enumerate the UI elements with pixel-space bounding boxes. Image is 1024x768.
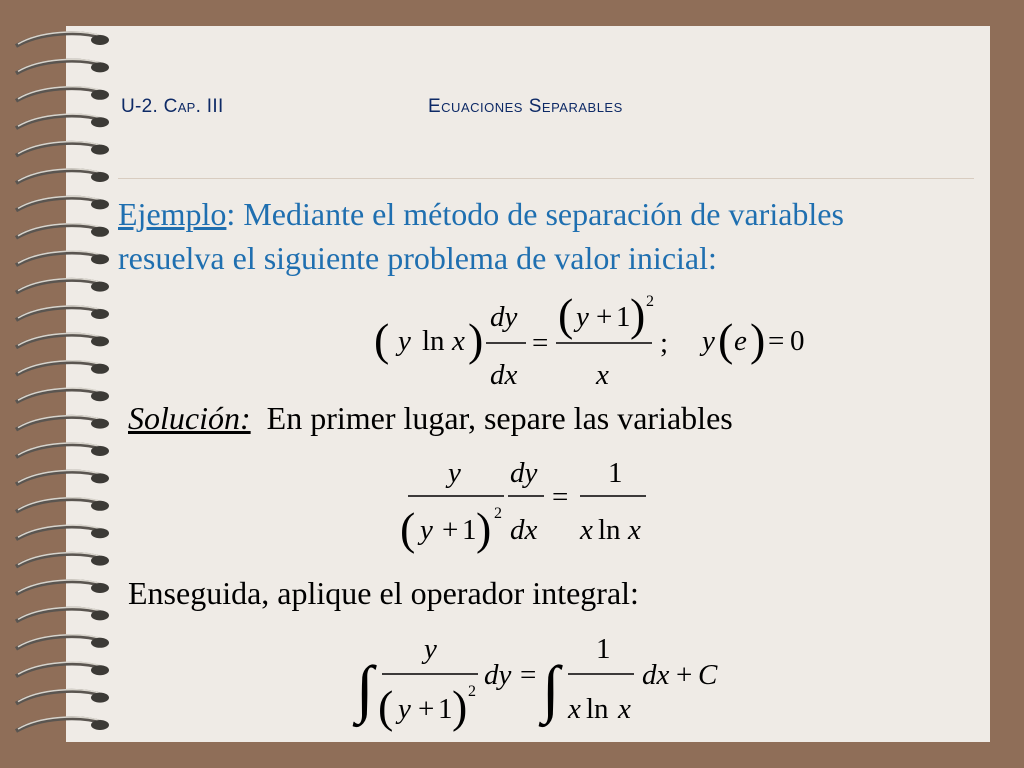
ivp-x: x (452, 325, 465, 357)
spiral-ring (16, 335, 104, 348)
sep-rhs-one: 1 (608, 457, 623, 489)
spiral-ring (16, 280, 104, 293)
ivp-num-one: 1 (616, 301, 631, 333)
int-rhs-ln: ln (586, 693, 609, 725)
unit-label: U-2. Cap. III (121, 96, 224, 117)
sep-equals: = (552, 481, 569, 513)
spiral-hole (91, 254, 109, 264)
spiral-ring (16, 362, 104, 375)
step2-line: Enseguida, aplique el operador integral: (128, 575, 639, 611)
spiral-ring (16, 390, 104, 403)
spiral-ring (16, 253, 104, 266)
spiral-binding (0, 0, 120, 768)
sep-plus: + (442, 514, 459, 546)
spiral-hole (91, 473, 109, 483)
sep-rhs-x: x (580, 514, 593, 546)
sep-dy: dy (510, 457, 538, 489)
ivp-equation (370, 289, 830, 392)
example-label: Ejemplo (118, 196, 227, 232)
spiral-ring (16, 33, 104, 46)
sep-exponent: 2 (494, 505, 502, 522)
header-divider (118, 178, 974, 179)
spiral-hole (91, 638, 109, 648)
spiral-hole (91, 419, 109, 429)
spiral-ring (16, 143, 104, 156)
ivp-den-x: x (596, 359, 609, 391)
int-num-y: y (424, 633, 437, 665)
solution-line (128, 400, 733, 437)
sep-rparen: ) (476, 503, 492, 554)
int-rhs-x: x (568, 693, 581, 725)
spiral-hole (91, 501, 109, 511)
int-dy: dy (484, 659, 512, 691)
spiral-ring (16, 417, 104, 430)
ivp-num-y: y (576, 301, 589, 333)
spiral-hole (91, 172, 109, 182)
ivp-num-plus: + (596, 301, 613, 333)
sep-lparen: ( (400, 503, 416, 554)
int-constant: C (698, 659, 718, 691)
spiral-ring (16, 116, 104, 129)
int-rhs-x2: x (618, 693, 631, 725)
spiral-hole (91, 62, 109, 72)
spiral-hole (91, 35, 109, 45)
spiral-ring (16, 225, 104, 238)
slide-title: Ecuaciones Separables (428, 96, 623, 117)
ivp-cond-e: e (734, 325, 747, 357)
integral-sign-left: ∫ (356, 653, 374, 724)
integral-equation (356, 628, 736, 738)
spiral-hole (91, 556, 109, 566)
int-equals: = (520, 659, 537, 691)
int-plus-c: + (676, 659, 693, 691)
solution-text: En primer lugar, separe las variables (266, 400, 733, 436)
int-dx: dx (642, 659, 670, 691)
int-den-y: y (398, 693, 411, 725)
spiral-ring (16, 636, 104, 649)
int-rparen: ) (452, 681, 468, 732)
ivp-dx: dx (490, 359, 518, 391)
spiral-hole (91, 391, 109, 401)
spiral-hole (91, 336, 109, 346)
integral-sign-right: ∫ (542, 653, 560, 724)
ivp-semicolon: ; (660, 327, 669, 359)
sep-rhs-ln: ln (598, 514, 621, 546)
ivp-equals: = (532, 327, 549, 359)
example-statement (118, 192, 978, 280)
spiral-ring (16, 664, 104, 677)
int-exponent: 2 (468, 683, 476, 700)
spiral-ring (16, 554, 104, 567)
ivp-exponent: 2 (646, 293, 654, 310)
int-lparen: ( (378, 681, 394, 732)
example-line2: resuelva el siguiente problema de valor inicial: (118, 240, 717, 276)
spiral-ring (16, 198, 104, 211)
spiral-hole (91, 528, 109, 538)
ivp-ln: ln (422, 325, 445, 357)
sep-rhs-x2: x (628, 514, 641, 546)
spiral-ring (16, 88, 104, 101)
ivp-cond-equals: = (768, 325, 785, 357)
separated-equation (400, 452, 660, 552)
ivp-cond-rparen: ) (750, 314, 766, 365)
spiral-hole (91, 227, 109, 237)
spiral-ring (16, 170, 104, 183)
spiral-ring (16, 444, 104, 457)
spiral-hole (91, 665, 109, 675)
spiral-hole (91, 610, 109, 620)
spiral-ring (16, 499, 104, 512)
spiral-ring (16, 691, 104, 704)
spiral-hole (91, 145, 109, 155)
spiral-hole (91, 693, 109, 703)
ivp-num-rparen: ) (630, 289, 646, 340)
spiral-ring (16, 527, 104, 540)
int-one: 1 (438, 693, 453, 725)
ivp-cond-y: y (702, 325, 715, 357)
spiral-ring (16, 472, 104, 485)
spiral-hole (91, 199, 109, 209)
spiral-ring (16, 581, 104, 594)
spiral-hole (91, 720, 109, 730)
spiral-hole (91, 117, 109, 127)
ivp-cond-lparen: ( (718, 314, 734, 365)
sep-num-y: y (448, 457, 461, 489)
spiral-hole (91, 282, 109, 292)
spiral-hole (91, 583, 109, 593)
solution-label: Solución: (128, 400, 251, 436)
example-line1: : Mediante el método de separación de variables (226, 196, 844, 232)
sep-dx: dx (510, 514, 538, 546)
spiral-hole (91, 446, 109, 456)
int-rhs-one: 1 (596, 633, 611, 665)
spiral-ring (16, 61, 104, 74)
sep-one: 1 (462, 514, 477, 546)
ivp-lparen: ( (374, 314, 390, 365)
ivp-y: y (398, 325, 411, 357)
spiral-ring (16, 718, 104, 731)
spiral-ring (16, 609, 104, 622)
ivp-cond-zero: 0 (790, 325, 805, 357)
int-plus: + (418, 693, 435, 725)
spiral-hole (91, 309, 109, 319)
spiral-hole (91, 364, 109, 374)
ivp-rparen: ) (468, 314, 484, 365)
spiral-ring (16, 307, 104, 320)
sep-den-y: y (420, 514, 433, 546)
spiral-hole (91, 90, 109, 100)
ivp-num-lparen: ( (558, 289, 574, 340)
ivp-dy: dy (490, 301, 518, 333)
